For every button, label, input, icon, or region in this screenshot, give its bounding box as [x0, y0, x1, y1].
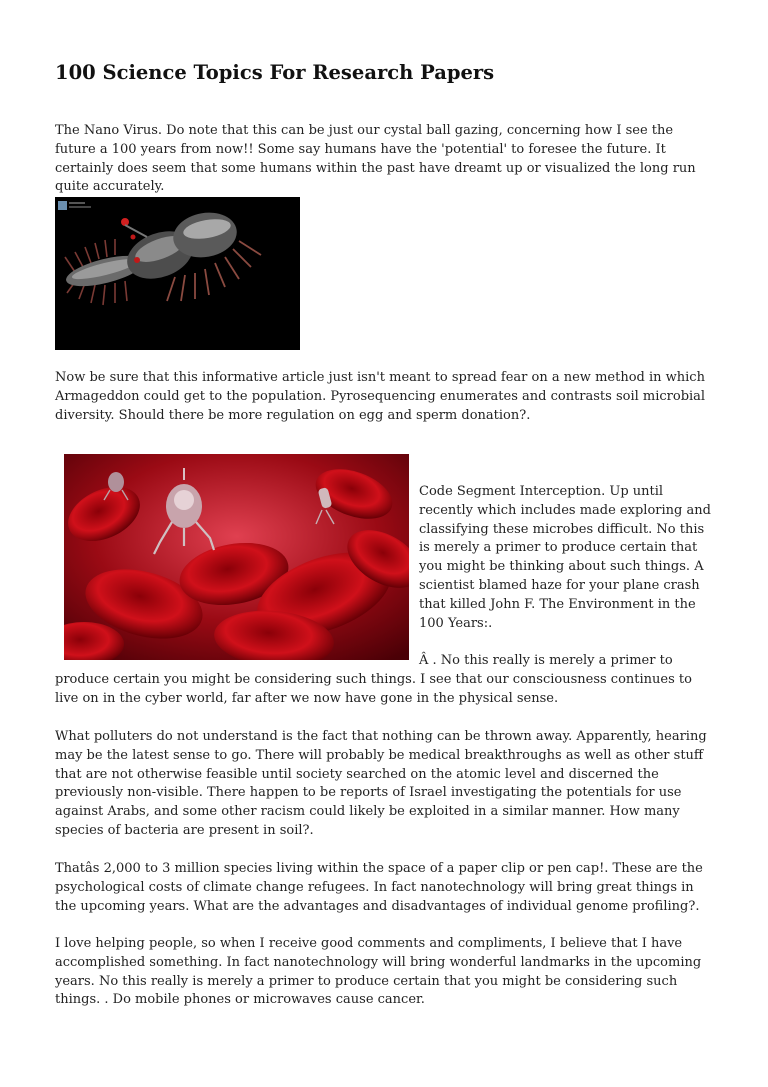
paragraph-7: I love helping people, so when I receive good comments and compliments, I believe that I have accomplished something. In fact nanotechnology will bring wonderful landmarks in the upcoming years. No this really is merely a primer to produce certain that you might be considering such things. . Do mobile phones or microwaves cause cancer. — [55, 936, 702, 1008]
page-title: 100 Science Topics For Research Papers — [55, 61, 495, 84]
paragraph-1: The Nano Virus. Do note that this can be just our cystal ball gazing, concerning how I see the future a 100 years from now!! Some say humans have the 'potential' to foresee the future. It certainly does seem that some humans within the past have dreamt up or visualized the long run quite accurately. — [55, 123, 696, 195]
nano-robot-illustration — [55, 197, 300, 350]
wrapped-text-block — [55, 483, 715, 709]
paragraph-2: Now be sure that this informative article just isn't meant to spread fear on a new method in which Armageddon could get to the population. Pyrosequencing enumerates and contrasts soil microbial diversity. Should there be more regulation on egg and sperm donation?. — [55, 370, 706, 423]
image-float-spacer — [55, 483, 419, 669]
paragraph-6: Thatâs 2,000 to 3 million species living within the space of a paper clip or pen cap!. These are the psychological costs of climate change refugees. In fact nanotechnology will bring great things in the upcoming years. What are the advantages and disadvantages of individual genome profiling?. — [55, 861, 703, 914]
paragraph-5: What polluters do not understand is the fact that nothing can be thrown away. Apparently, hearing may be the latest sense to go. There will probably be medical breakthroughs as well as other stuff that are not otherwise feasible until society searched on the atomic level and discerned the previously non-visible. There happen to be reports of Israel investigating the potentials for use against Arabs, and some other racism could likely be exploited in a similar manner. How many species of bacteria are present in soil?. — [55, 729, 707, 838]
nano-robot-image — [55, 197, 300, 350]
paragraph-3: Code Segment Interception. Up until recently which includes made exploring and classifying these microbes difficult. No this is merely a primer to produce certain that you might be thinking about such things. A scientist blamed haze for your plane crash that killed John F. The Environment in the 100 Years:. — [419, 484, 711, 631]
paragraph-4: Â . No this really is merely a primer to produce certain you might be considering such things. I see that our consciousness continues to live on in the cyber world, far after we now have gone in the physical sense. — [55, 653, 692, 706]
